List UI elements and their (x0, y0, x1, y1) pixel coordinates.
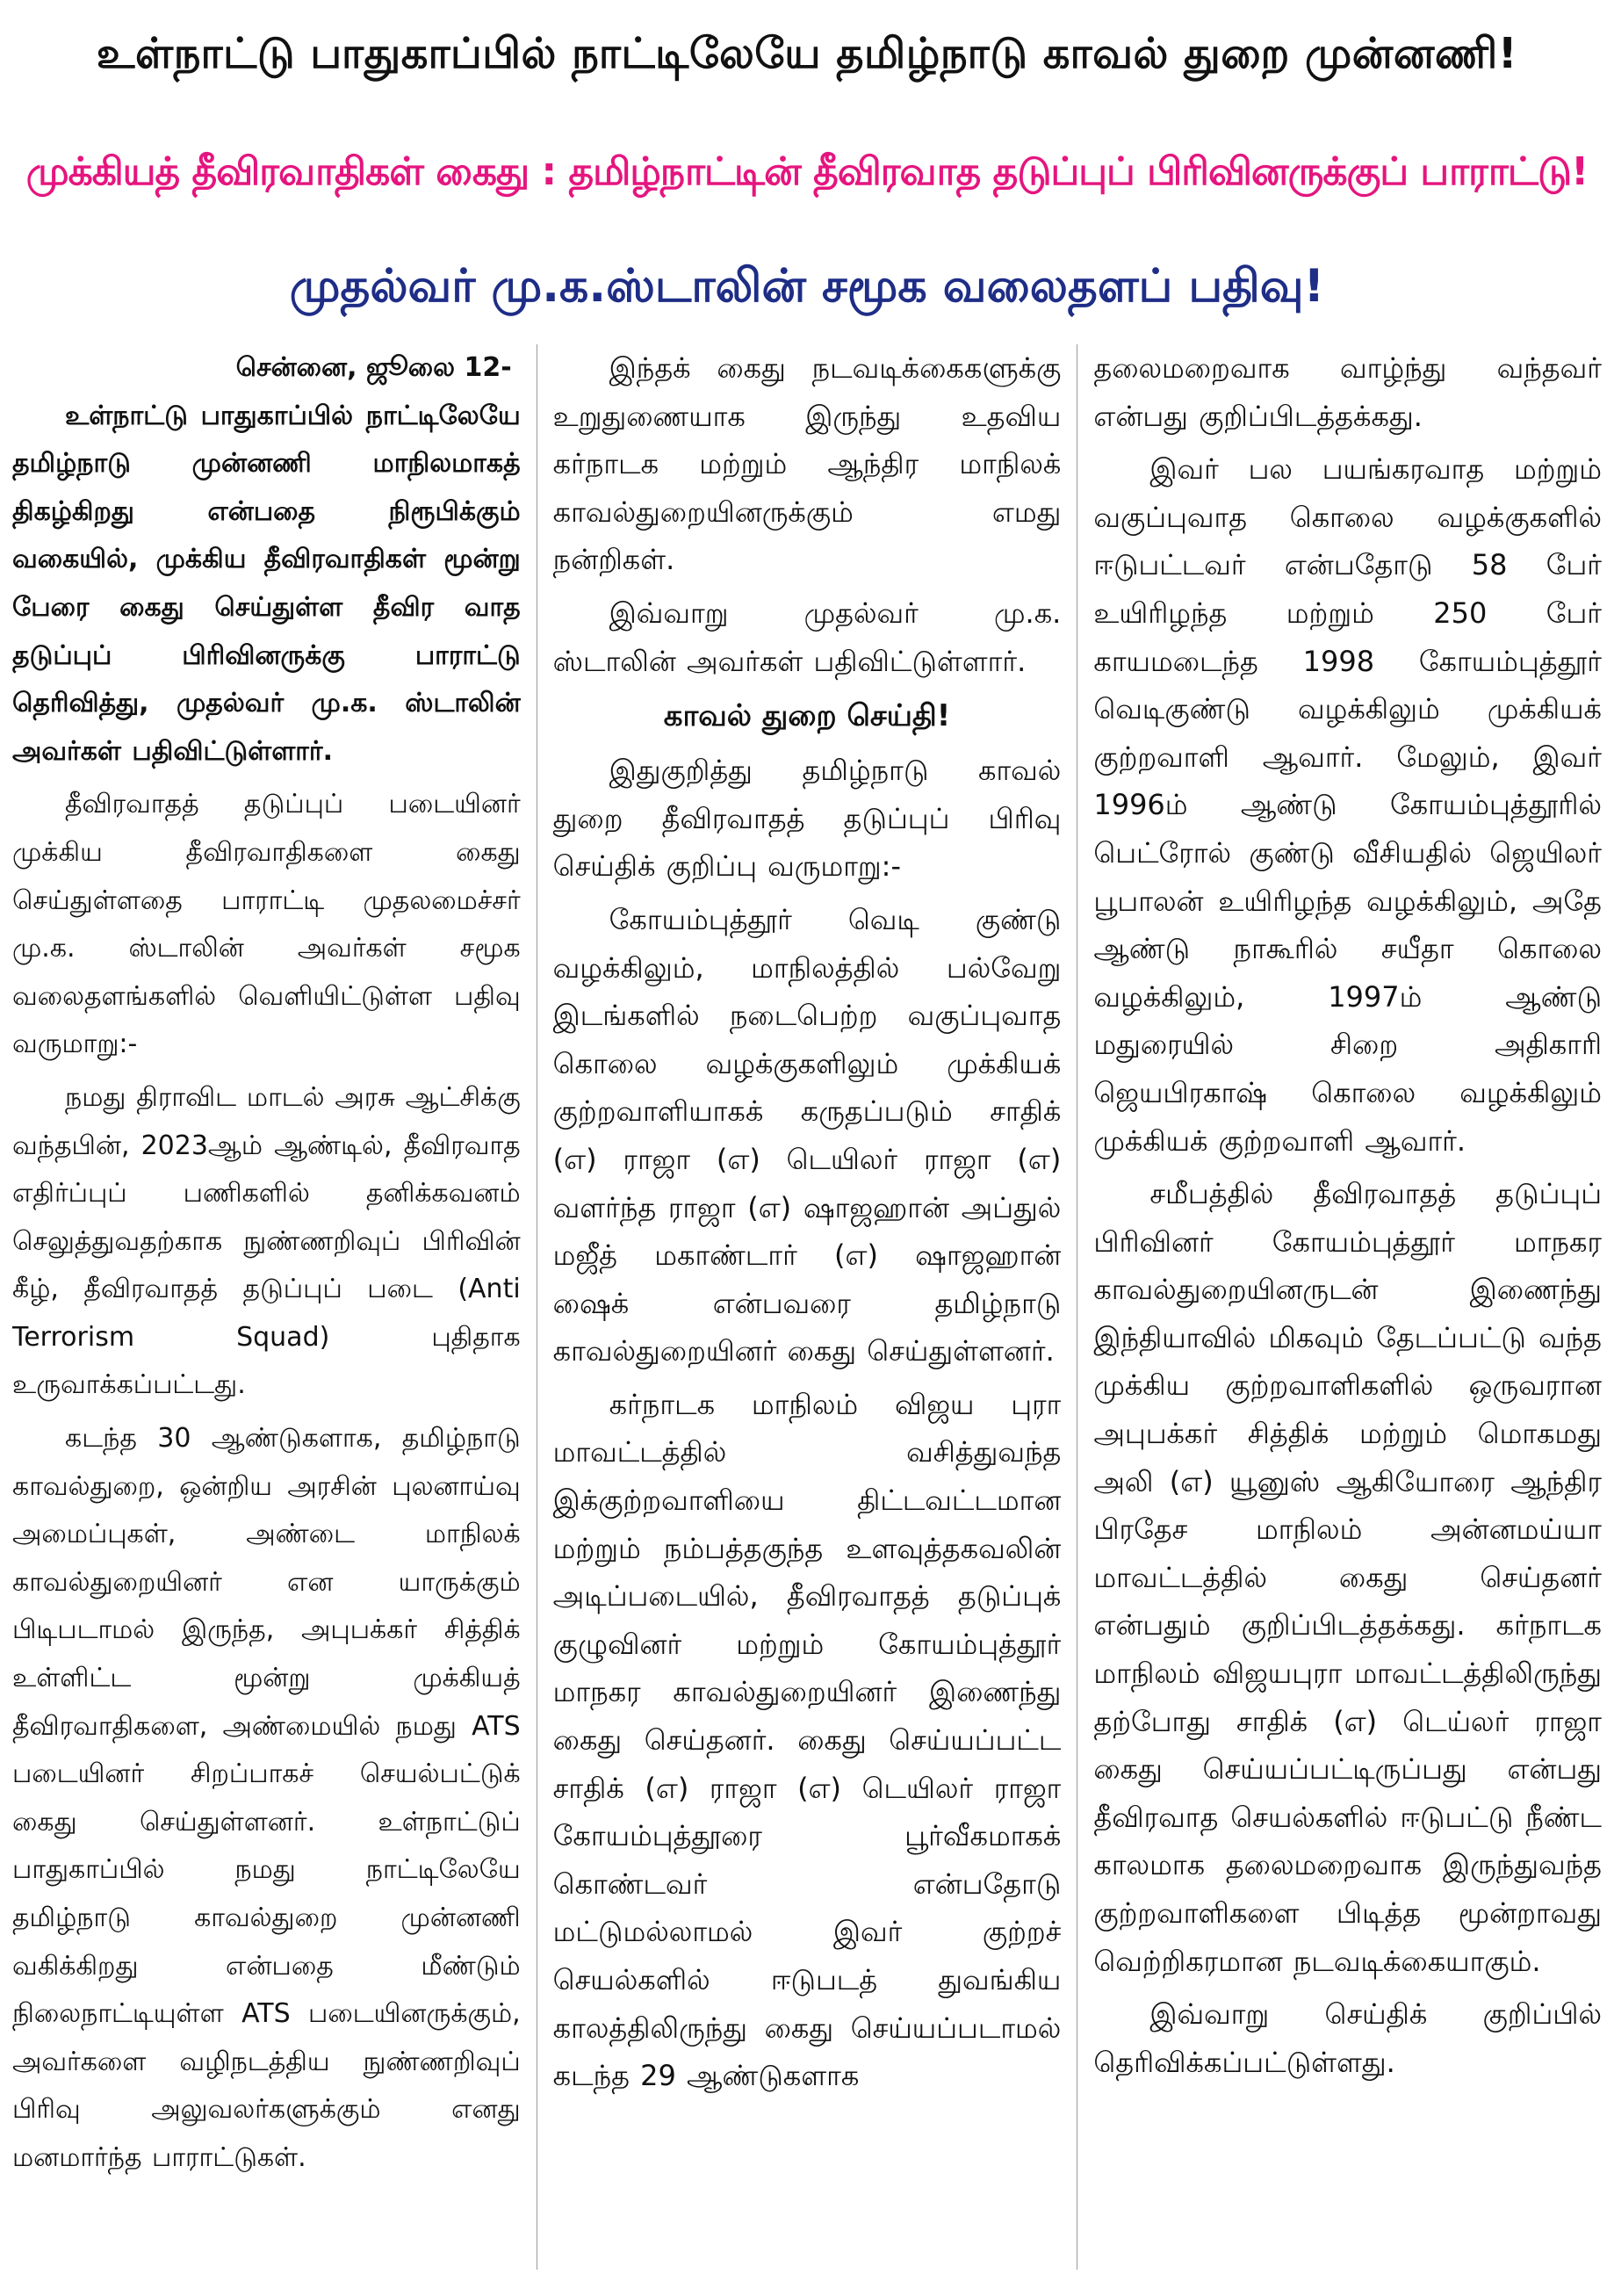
paragraph: இவ்வாறு முதல்வர் மு.க. ஸ்டாலின் அவர்கள் பதிவிட்டுள்ளார். (552, 596, 1062, 678)
article-columns (12, 337, 1602, 2270)
paragraph: தீவிரவாதத் தடுப்புப் படையினர் முக்கிய தீவிரவாதிகளை கைது செய்துள்ளதை பாராட்டி முதலமைச்சர் மு.க. ஸ்டாலின் அவர்கள் சமூக வலைதளங்களில் வெளியிட்டுள்ள பதிவு வருமாறு:- (12, 789, 521, 1060)
lead-paragraph: உள்நாட்டு பாதுகாப்பில் நாட்டிலேயே தமிழ்நாடு முன்னணி மாநிலமாகத் திகழ்கிறது என்பதை நிரூபிக்கும் வகையில், முக்கிய தீவிரவாதிகள் மூன்று பேரை கைது செய்துள்ள தீவிர வாத தடுப்புப் பிரிவினருக்கு பாராட்டு தெரிவித்து, முதல்வர் மு.க. ஸ்டாலின் அவர்கள் பதிவிட்டுள்ளார். (12, 400, 521, 767)
headline-sub: முதல்வர் மு.க.ஸ்டாலின் சமூக வலைதளப் பதிவு! (289, 260, 1325, 313)
headline-top: உள்நாட்டு பாதுகாப்பில் நாட்டிலேயே தமிழ்நாடு காவல் துறை முன்னணி! (96, 29, 1518, 78)
column-2 (553, 344, 1062, 2270)
paragraph: நமது திராவிட மாடல் அரசு ஆட்சிக்கு வந்தபின், 2023ஆம் ஆண்டில், தீவிரவாத எதிர்ப்புப் பணிகளில் தனிக்கவனம் செலுத்துவதற்காக நுண்ணறிவுப் பிரிவின் கீழ், தீவிரவாதத் தடுப்புப் படை (Anti Terrorism Squad) புதிதாக உருவாக்கப்பட்டது. (12, 1081, 521, 1401)
paragraph: தலைமறைவாக வாழ்ந்து வந்தவர் என்பது குறிப்பிடத்தக்கது. (1093, 351, 1603, 433)
column-3 (1093, 344, 1602, 2270)
paragraph: கர்நாடக மாநிலம் விஜய புரா மாவட்டத்தில் வசித்துவந்த இக்குற்றவாளியை திட்டவட்டமான மற்றும் நம்பத்தகுந்த உளவுத்தகவலின் அடிப்படையில், தீவிரவாதத் தடுப்புக் குழுவினர் மற்றும் கோயம்புத்தூர் மாநகர காவல்துறையினர் இணைந்து கைது செய்தனர். கைது செய்யப்பட்ட சாதிக் (எ) ராஜா (எ) டெயிலர் ராஜா கோயம்புத்தூரை பூர்வீகமாகக் கொண்டவர் என்பதோடு மட்டுமல்லாமல் இவர் குற்றச் செயல்களில் ஈடுபடத் துவங்கிய காலத்திலிருந்து கைது செய்யப்படாமல் கடந்த 29 ஆண்டுகளாக (552, 1387, 1062, 2093)
column-1 (12, 344, 521, 2270)
paragraph: இந்தக் கைது நடவடிக்கைகளுக்கு உறுதுணையாக இருந்து உதவிய கர்நாடக மற்றும் ஆந்திர மாநிலக் காவல்துறையினருக்கும் எமது நன்றிகள். (552, 351, 1062, 577)
dateline: சென்னை, ஜூலை 12- (235, 352, 512, 383)
paragraph: இவர் பல பயங்கரவாத மற்றும் வகுப்புவாத கொலை வழக்குகளில் ஈடுபட்டவர் என்பதோடு 58 பேர் உயிரிழந்த மற்றும் 250 பேர் காயமடைந்த 1998 கோயம்புத்தூர் வெடிகுண்டு வழக்கிலும் முக்கியக் குற்றவாளி ஆவார். மேலும், இவர் 1996ம் ஆண்டு கோயம்புத்தூரில் பெட்ரோல் குண்டு வீசியதில் ஜெயிலர் பூபாலன் உயிரிழந்த வழக்கிலும், அதே ஆண்டு நாகூரில் சயீதா கொலை வழக்கிலும், 1997ம் ஆண்டு மதுரையில் சிறை அதிகாரி ஜெயபிரகாஷ் கொலை வழக்கிலும் முக்கியக் குற்றவாளி ஆவார். (1093, 452, 1603, 1158)
section-subhead: காவல் துறை செய்தி! (663, 698, 951, 734)
paragraph: கோயம்புத்தூர் வெடி குண்டு வழக்கிலும், மாநிலத்தில் பல்வேறு இடங்களில் நடைபெற்ற வகுப்புவாத கொலை வழக்குகளிலும் முக்கியக் குற்றவாளியாகக் கருதப்படும் சாதிக் (எ) ராஜா (எ) டெயிலர் ராஜா (எ) வளர்ந்த ராஜா (எ) ஷாஜஹான் அப்துல் மஜீத் மகாண்டார் (எ) ஷாஜஹான் ஷைக் என்பவரை தமிழ்நாடு காவல்துறையினர் கைது செய்துள்ளனர். (552, 902, 1062, 1368)
paragraph: இவ்வாறு செய்திக் குறிப்பில் தெரிவிக்கப்பட்டுள்ளது. (1093, 1997, 1603, 2079)
paragraph: கடந்த 30 ஆண்டுகளாக, தமிழ்நாடு காவல்துறை, ஒன்றிய அரசின் புலனாய்வு அமைப்புகள், அண்டை மாநிலக் காவல்துறையினர் என யாருக்கும் பிடிபடாமல் இருந்த, அபுபக்கர் சித்திக் உள்ளிட்ட மூன்று முக்கியத் தீவிரவாதிகளை, அண்மையில் நமது ATS படையினர் சிறப்பாகச் செயல்பட்டுக் கைது செய்துள்ளனர். உள்நாட்டுப் பாதுகாப்பில் நமது நாட்டிலேயே தமிழ்நாடு காவல்துறை முன்னணி வகிக்கிறது என்பதை மீண்டும் நிலைநாட்டியுள்ள ATS படையினருக்கும், அவர்களை வழிநடத்திய நுண்ணறிவுப் பிரிவு அலுவலர்களுக்கும் எனது மனமார்ந்த பாராட்டுகள். (12, 1423, 521, 2173)
paragraph: சமீபத்தில் தீவிரவாதத் தடுப்புப் பிரிவினர் கோயம்புத்தூர் மாநகர காவல்துறையினருடன் இணைந்து இந்தியாவில் மிகவும் தேடப்பட்டு வந்த முக்கிய குற்றவாளிகளில் ஒருவரான அபுபக்கர் சித்திக் மற்றும் மொகமது அலி (எ) யூனுஸ் ஆகியோரை ஆந்திர பிரதேச மாநிலம் அன்னமய்யா மாவட்டத்தில் கைது செய்தனர் என்பதும் குறிப்பிடத்தக்கது. கர்நாடக மாநிலம் விஜயபுரா மாவட்டத்திலிருந்து தற்போது சாதிக் (எ) டெய்லர் ராஜா கைது செய்யப்பட்டிருப்பது என்பது தீவிரவாத செயல்களில் ஈடுபட்டு நீண்ட காலமாக தலைமறைவாக இருந்துவந்த குற்றவாளிகளை பிடித்த மூன்றாவது வெற்றிகரமான நடவடிக்கையாகும். (1093, 1177, 1603, 1978)
paragraph: இதுகுறித்து தமிழ்நாடு காவல் துறை தீவிரவாதத் தடுப்புப் பிரிவு செய்திக் குறிப்பு வருமாறு:- (552, 754, 1062, 884)
headline-main: முக்கியத் தீவிரவாதிகள் கைது : தமிழ்நாட்டின் தீவிரவாத தடுப்புப் பிரிவினருக்குப் பாராட்டு! (25, 149, 1589, 194)
